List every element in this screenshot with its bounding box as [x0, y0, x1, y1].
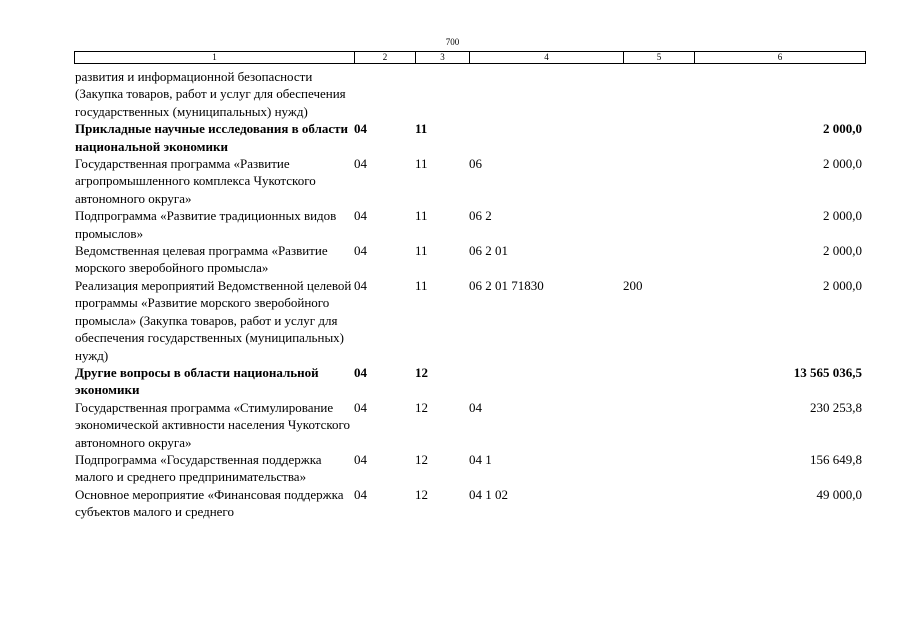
- row-section: 04: [354, 243, 367, 259]
- table-row: [74, 364, 864, 399]
- budget-table-body: [74, 68, 864, 521]
- header-col-2: 2: [355, 52, 416, 63]
- row-expense-type: 200: [623, 277, 643, 293]
- row-amount: 2 000,0: [823, 277, 862, 293]
- row-subsection: 12: [415, 364, 428, 380]
- header-col-4: 4: [470, 52, 624, 63]
- header-col-1: 1: [75, 52, 355, 63]
- row-target-article: 04 1 02: [469, 486, 508, 502]
- row-subsection: 12: [415, 399, 428, 415]
- table-header-row: [74, 51, 866, 64]
- row-name: Ведомственная целевая программа «Развитие морского зверобойного промысла»: [75, 243, 328, 276]
- row-name: Государственная программа «Развитие агропромышленного комплекса Чукотского автономного округа»: [75, 156, 316, 206]
- row-subsection: 11: [415, 243, 428, 259]
- table-row: [74, 120, 864, 155]
- table-row: [74, 207, 864, 242]
- row-section: 04: [354, 208, 367, 224]
- row-name: развития и информационной безопасности (Закупка товаров, работ и услуг для обеспечения государственных (муниципальных) нужд): [75, 69, 346, 119]
- page-number: 700: [445, 37, 460, 47]
- row-amount: 2 000,0: [823, 121, 862, 137]
- table-row: [74, 242, 864, 277]
- row-target-article: 04: [469, 399, 482, 415]
- header-col-6: 6: [777, 52, 783, 62]
- row-amount: 156 649,8: [810, 451, 862, 467]
- row-section: 04: [354, 451, 367, 467]
- row-amount: 2 000,0: [823, 156, 862, 172]
- row-amount: 2 000,0: [823, 208, 862, 224]
- row-subsection: 12: [415, 486, 428, 502]
- row-amount: 230 253,8: [810, 399, 862, 415]
- row-target-article: 06 2: [469, 208, 492, 224]
- row-target-article: 06 2 01 71830: [469, 277, 544, 293]
- row-section: 04: [354, 399, 367, 415]
- table-row: [74, 68, 864, 120]
- row-target-article: 06: [469, 156, 482, 172]
- row-amount: 2 000,0: [823, 243, 862, 259]
- row-subsection: 11: [415, 156, 428, 172]
- row-name: Подпрограмма «Государственная поддержка малого и среднего предпринимательства»: [75, 451, 322, 485]
- row-name: Реализация мероприятий Ведомственной целевой программы «Развитие морского зверобойного промысла» (Закупка товаров, работ и услуг для обеспечения государственных (муниципальных) нужд): [75, 277, 352, 363]
- row-section: 04: [354, 156, 367, 172]
- row-name: Подпрограмма «Развитие традиционных видов промыслов»: [75, 208, 337, 241]
- header-col-3: 3: [416, 52, 470, 63]
- row-target-article: 06 2 01: [469, 243, 508, 259]
- row-subsection: 11: [415, 208, 428, 224]
- row-subsection: 12: [415, 451, 428, 467]
- row-section: 04: [354, 121, 367, 137]
- row-section: 04: [354, 277, 367, 293]
- row-target-article: 04 1: [469, 451, 492, 467]
- table-row: [74, 486, 864, 521]
- row-section: 04: [354, 486, 367, 502]
- table-row: [74, 155, 864, 207]
- row-amount: 49 000,0: [816, 486, 862, 502]
- table-row: [74, 399, 864, 451]
- row-name: Другие вопросы в области национальной экономики: [75, 364, 319, 398]
- row-subsection: 11: [415, 277, 428, 293]
- row-name: Прикладные научные исследования в области национальной экономики: [75, 121, 349, 154]
- row-subsection: 11: [415, 121, 428, 137]
- table-row: [74, 451, 864, 486]
- row-name: Государственная программа «Стимулирование экономической активности населения Чукотского автономного округа»: [75, 399, 351, 450]
- row-section: 04: [354, 364, 367, 380]
- table-row: [74, 277, 864, 364]
- header-col-5: 5: [624, 52, 695, 63]
- row-amount: 13 565 036,5: [793, 364, 862, 380]
- row-name: Основное мероприятие «Финансовая поддержка субъектов малого и среднего: [75, 486, 344, 520]
